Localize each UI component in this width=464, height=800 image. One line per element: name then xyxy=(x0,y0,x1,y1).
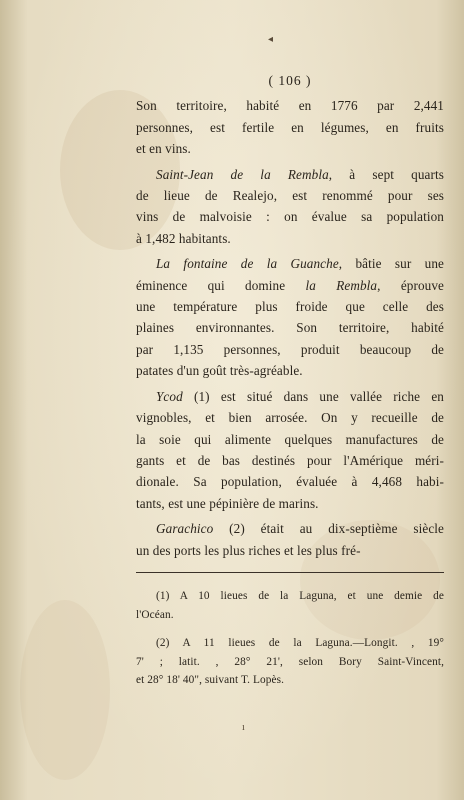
paragraph xyxy=(136,164,444,250)
text-line: Son territoire, habité en 1776 par 2,441 xyxy=(136,98,444,114)
text-line: et en vins. xyxy=(136,141,191,157)
paragraph xyxy=(136,518,444,561)
page-number: ( 106 ) xyxy=(268,73,312,88)
text-line: de lieue de Realejo, est renommé pour ses xyxy=(136,188,444,204)
paper-stain xyxy=(20,600,110,780)
line-text: éminence qui domine xyxy=(136,277,306,293)
text-block xyxy=(136,70,444,700)
text-line: un des ports les plus riches et les plus fré- xyxy=(136,542,361,558)
paragraph xyxy=(136,253,444,381)
text-line: gants et de bas destinés pour l'Amérique méri- xyxy=(136,452,444,468)
text-line xyxy=(136,164,444,185)
text-line: personnes, est fertile en légumes, en fruits xyxy=(136,119,444,135)
line-text: (1) est situé dans une vallée riche en xyxy=(182,388,444,404)
footnote-line: (1) A 10 lieues de la Laguna, et une demie de xyxy=(156,589,444,602)
text-line: une température plus froide que celle des xyxy=(136,299,444,315)
paragraph xyxy=(136,95,444,159)
text-line: la soie qui alimente quelques manufactures de xyxy=(136,431,444,447)
ink-speck: ◂ xyxy=(268,34,274,45)
text-line xyxy=(136,253,444,274)
ink-speck: ı xyxy=(242,722,245,733)
text-line xyxy=(136,275,444,296)
paragraph xyxy=(136,386,444,514)
line-text: , bâtie sur une xyxy=(338,256,444,272)
text-line: vignobles, et bien arrosée. On y recueille de xyxy=(136,410,444,426)
place-name: La fontaine de la Guanche xyxy=(156,256,339,272)
body-text xyxy=(136,95,444,561)
footnote-line: (2) A 11 lieues de la Laguna.—Longit. , 19° xyxy=(156,637,444,650)
line-text: , à sept quarts xyxy=(328,166,444,182)
footnote xyxy=(136,634,444,690)
text-line: patates d'un goût très-agréable. xyxy=(136,363,303,379)
text-line: tants, est une pépinière de marins. xyxy=(136,495,319,511)
footnote-line: et 28° 18' 40", suivant T. Lopès. xyxy=(136,674,285,687)
text-line xyxy=(136,386,444,407)
place-name: Garachico xyxy=(156,521,214,537)
text-line: à 1,482 habitants. xyxy=(136,230,231,246)
place-name: la Rembla xyxy=(305,277,378,293)
place-name: Ycod xyxy=(156,388,183,404)
line-text: (2) était au dix-septième siècle xyxy=(213,521,444,537)
text-line: par 1,135 personnes, produit beaucoup de xyxy=(136,341,444,357)
footnote-rule xyxy=(136,572,444,573)
place-name: Saint-Jean de la Rembla xyxy=(156,166,329,182)
footnote-line: 7' ; latit. , 28° 21', selon Bory Saint-Vincent, xyxy=(136,655,444,668)
footnote-line: l'Océan. xyxy=(136,608,174,621)
text-line: dionale. Sa population, évaluée à 4,468 habi- xyxy=(136,474,444,490)
footnotes xyxy=(136,587,444,690)
line-text: , éprouve xyxy=(377,277,444,293)
text-line: plaines environnantes. Son territoire, habité xyxy=(136,320,444,336)
text-line xyxy=(136,518,444,539)
text-line: vins de malvoisie : on évalue sa population xyxy=(136,209,444,225)
footnote xyxy=(136,587,444,624)
